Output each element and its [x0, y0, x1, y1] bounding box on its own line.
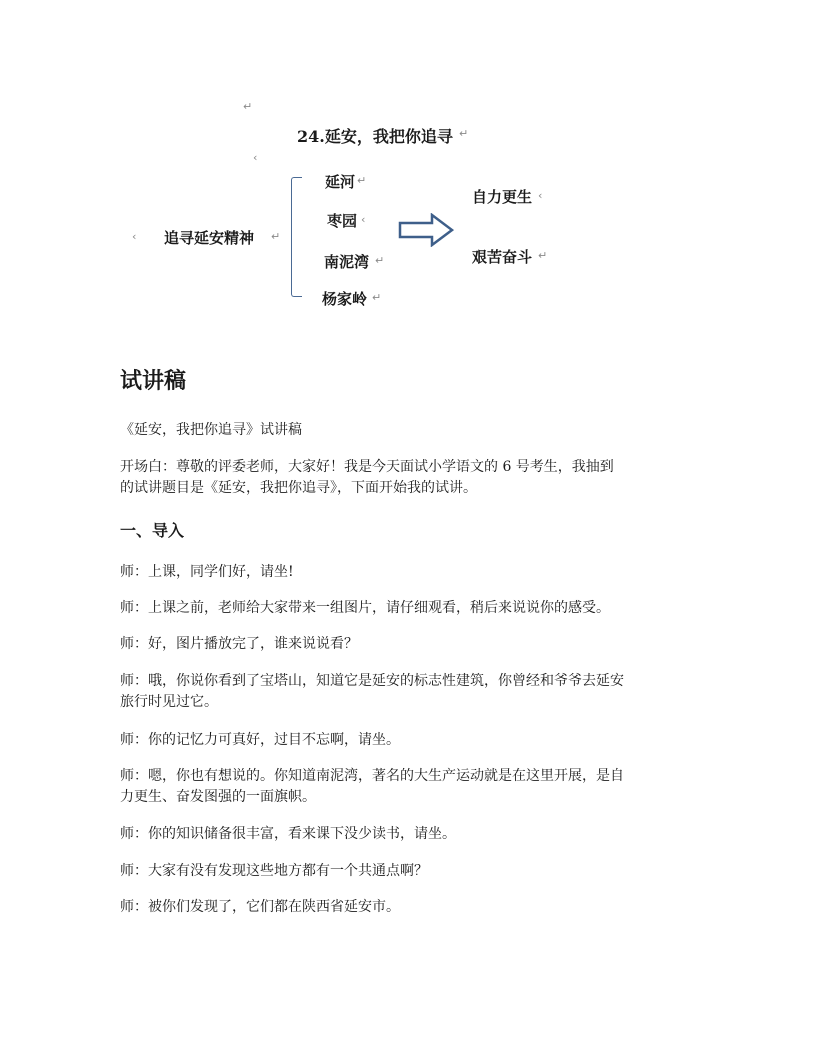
- diagram-title: 24.延安，我把你追寻: [297, 127, 453, 146]
- paragraph-line: 师：哦，你说你看到了宝塔山，知道它是延安的标志性建筑，你曾经和爷爷去延安: [120, 673, 624, 689]
- paragraph-mark: ↵: [375, 254, 385, 267]
- paragraph-mark: ‹: [253, 151, 258, 164]
- opening-line: 的试讲题目是《延安，我把你追寻》，下面开始我的试讲。: [120, 480, 477, 496]
- paragraph: [120, 766, 700, 808]
- paragraph: [120, 730, 700, 751]
- paragraph-line: 旅行时见过它。: [120, 694, 218, 710]
- paragraph: [120, 634, 700, 655]
- paragraph-line: 师：嗯，你也有想说的。你知道南泥湾，著名的大生产运动就是在这里开展，是自: [120, 768, 624, 784]
- paragraph-mark: ↵: [372, 291, 382, 304]
- paragraph: [120, 861, 700, 882]
- paragraph: [120, 598, 700, 619]
- paragraph: [120, 897, 700, 918]
- right-arrow-icon: [398, 213, 454, 247]
- paragraph-mark: ↵: [459, 127, 469, 140]
- paragraph-line: 师：好，图片播放完了，谁来说说看？: [120, 636, 358, 652]
- paragraph-mark: ↵: [271, 230, 281, 243]
- paragraph: [120, 562, 700, 583]
- paragraph-mark: ‹: [361, 213, 366, 226]
- paragraph-line: 师：上课，同学们好，请坐!: [120, 564, 294, 580]
- diagram-place-2: 枣园: [327, 212, 358, 230]
- diagram-place-1: 延河: [325, 173, 356, 191]
- paragraph-line: 师：大家有没有发现这些地方都有一个共通点啊？: [120, 863, 428, 879]
- opening-line: 开场白：尊敬的评委老师，大家好！我是今天面试小学语文的 6 号考生，我抽到: [120, 459, 614, 475]
- page-title: 试讲稿: [120, 369, 187, 394]
- paragraph-mark: ‹: [132, 230, 137, 243]
- paragraph-line: 师：上课之前，老师给大家带来一组图片，请仔细观看，稍后来说说你的感受。: [120, 600, 610, 616]
- paragraph-mark: ↵: [357, 174, 367, 187]
- diagram-left-label: 追寻延安精神: [164, 229, 255, 247]
- paragraph-line: 力更生、奋发图强的一面旗帜。: [120, 789, 316, 805]
- paragraph-line: 师：被你们发现了，它们都在陕西省延安市。: [120, 899, 400, 915]
- paragraph: [120, 824, 700, 845]
- diagram-result-1: 自力更生: [472, 188, 533, 206]
- section-heading: 一、导入: [120, 521, 185, 540]
- paragraph-line: 师：你的记忆力可真好，过目不忘啊，请坐。: [120, 732, 400, 748]
- paragraph-mark: ‹: [538, 189, 543, 202]
- opening-paragraph: [120, 457, 700, 499]
- paragraph-mark: ↵: [538, 249, 548, 262]
- paragraph-line: 师：你的知识储备很丰富，看来课下没少读书，请坐。: [120, 826, 456, 842]
- paragraph-mark: ↵: [243, 100, 253, 113]
- diagram-place-4: 杨家岭: [322, 290, 368, 308]
- diagram-place-3: 南泥湾: [324, 253, 370, 271]
- document-subtitle: 《延安，我把你追寻》试讲稿: [120, 422, 302, 438]
- paragraph: [120, 671, 700, 713]
- diagram-bracket: [291, 177, 302, 297]
- diagram-result-2: 艰苦奋斗: [472, 248, 533, 266]
